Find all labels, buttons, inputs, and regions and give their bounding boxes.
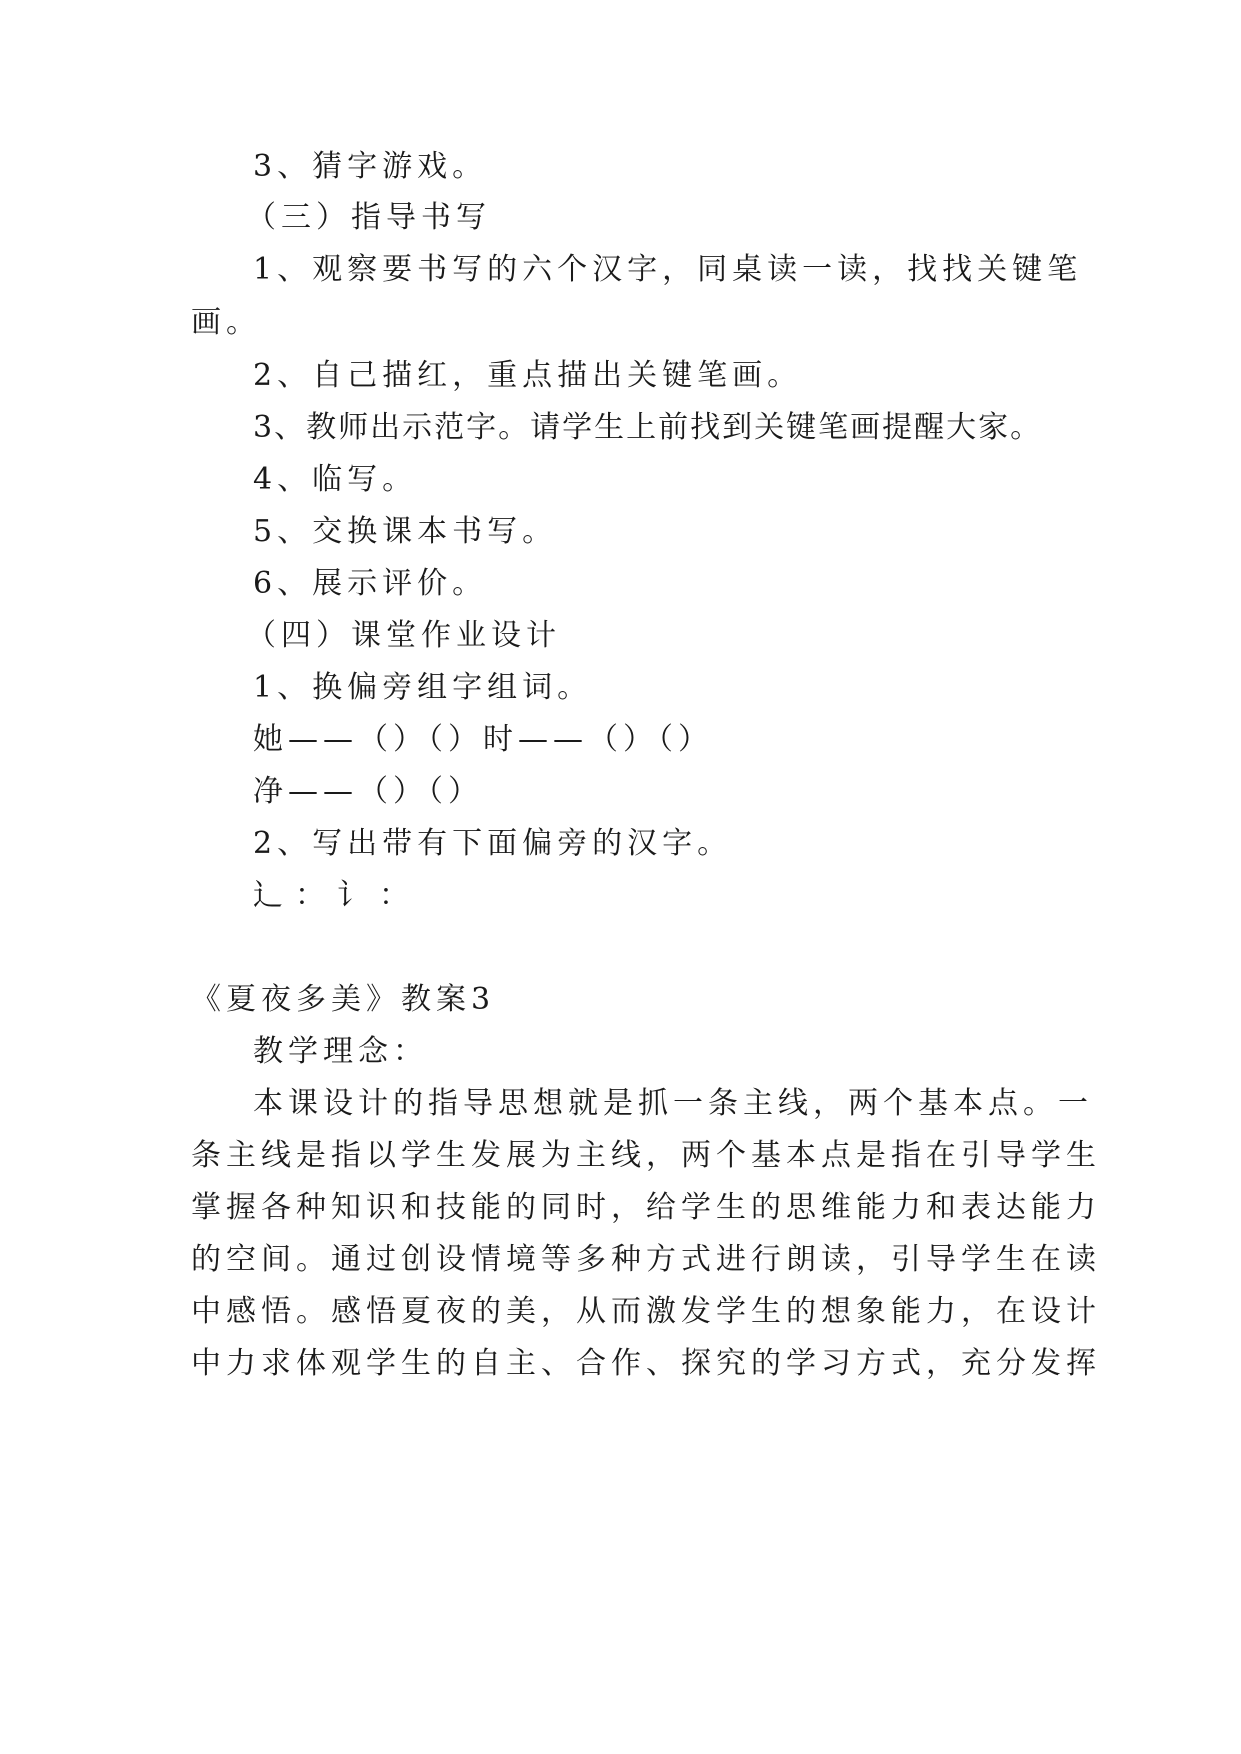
- exercise-row-2: 净——（）（）: [253, 774, 483, 809]
- paragraph-line-4: 的空间。通过创设情境等多种方式进行朗读，引导学生在读: [191, 1242, 1101, 1277]
- heading-homework-design: （四）课堂作业设计: [246, 618, 561, 653]
- list-item-writing-1: 1、观察要书写的六个汉字，同桌读一读，找找关键笔: [253, 252, 1083, 287]
- paragraph-line-2: 条主线是指以学生发展为主线，两个基本点是指在引导学生: [191, 1138, 1101, 1173]
- list-item-writing-6: 6、展示评价。: [253, 566, 488, 601]
- paragraph-line-5: 中感悟。感悟夏夜的美，从而激发学生的想象能力，在设计: [191, 1294, 1101, 1329]
- list-item-writing-4: 4、临写。: [253, 462, 418, 497]
- list-item-writing-3: 3、教师出示范字。请学生上前找到关键笔画提醒大家。: [253, 410, 1043, 445]
- list-item-writing-2: 2、自己描红，重点描出关键笔画。: [253, 358, 803, 393]
- heading-guided-writing: （三）指导书写: [246, 200, 491, 235]
- paragraph-line-1: 本课设计的指导思想就是抓一条主线，两个基本点。一: [253, 1086, 1093, 1121]
- list-item-writing-1-continued: 画。: [191, 305, 261, 340]
- teaching-concept-heading: 教学理念：: [253, 1034, 428, 1069]
- list-item-homework-2: 2、写出带有下面偏旁的汉字。: [253, 826, 733, 861]
- paragraph-line-3: 掌握各种知识和技能的同时，给学生的思维能力和表达能力: [191, 1190, 1101, 1225]
- paragraph-line-6: 中力求体观学生的自主、合作、探究的学习方式，充分发挥: [191, 1346, 1101, 1381]
- list-item-guess-game: 3、猜字游戏。: [253, 149, 488, 184]
- list-item-writing-5: 5、交换课本书写。: [253, 514, 558, 549]
- list-item-homework-1: 1、换偏旁组字组词。: [253, 670, 593, 705]
- exercise-row-1: 她——（）（）时——（）（）: [253, 722, 713, 757]
- lesson-plan-title: 《夏夜多美》教案3: [191, 982, 496, 1017]
- exercise-radicals: 辶：讠：: [253, 878, 421, 913]
